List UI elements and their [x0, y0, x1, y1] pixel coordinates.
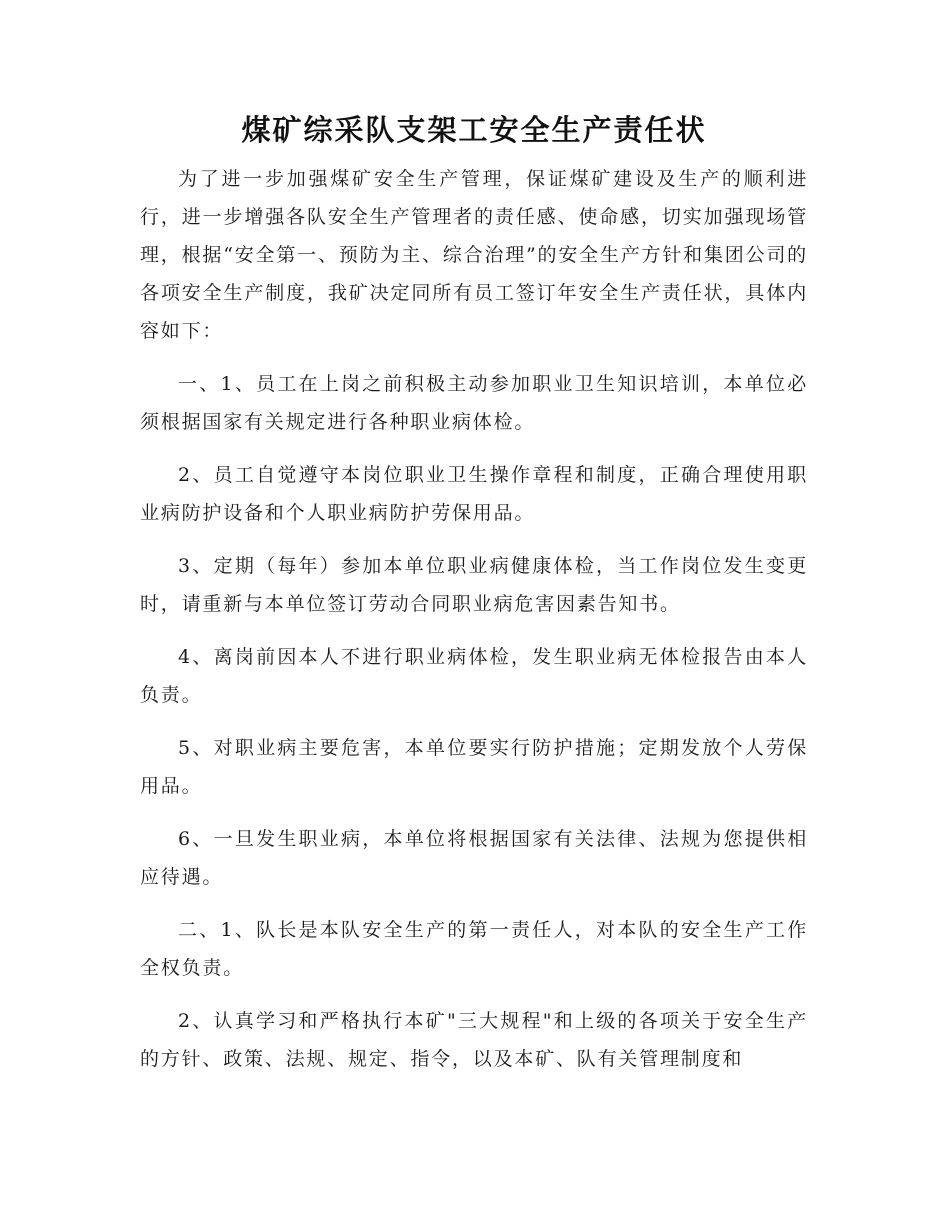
document-title: 煤矿综采队支架工安全生产责任状: [241, 113, 707, 147]
clause-1-2: 2、员工自觉遵守本岗位职业卫生操作章程和制度，正确合理使用职业病防护设备和个人职业病防护劳保用品。: [140, 464, 808, 524]
clause-1-1: 一、1、员工在上岗之前积极主动参加职业卫生知识培训，本单位必须根据国家有关规定进行各种职业病体检。: [140, 373, 808, 433]
clause-2-1: 二、1、队长是本队安全生产的第一责任人，对本队的安全生产工作全权负责。: [140, 919, 808, 979]
clause-1-4: 4、离岗前因本人不进行职业病体检，发生职业病无体检报告由本人负责。: [140, 646, 808, 706]
clause-1-3: 3、定期（每年）参加本单位职业病健康体检，当工作岗位发生变更时，请重新与本单位签订劳动合同职业病危害因素告知书。: [140, 555, 808, 615]
intro-paragraph: 为了进一步加强煤矿安全生产管理，保证煤矿建设及生产的顺利进行，进一步增强各队安全生产管理者的责任感、使命感，切实加强现场管理，根据“安全第一、预防为主、综合治理”的安全生产方针和集团公司的各项安全生产制度，我矿决定同所有员工签订年安全生产责任状，具体内容如下：: [140, 168, 808, 342]
document-body: [140, 108, 808, 1093]
clause-1-6: 6、一旦发生职业病，本单位将根据国家有关法律、法规为您提供相应待遇。: [140, 828, 808, 888]
clause-2-2: 2、认真学习和严格执行本矿"三大规程"和上级的各项关于安全生产的方针、政策、法规、规定、指令，以及本矿、队有关管理制度和: [140, 1010, 808, 1070]
clause-1-5: 5、对职业病主要危害，本单位要实行防护措施；定期发放个人劳保用品。: [140, 737, 808, 797]
